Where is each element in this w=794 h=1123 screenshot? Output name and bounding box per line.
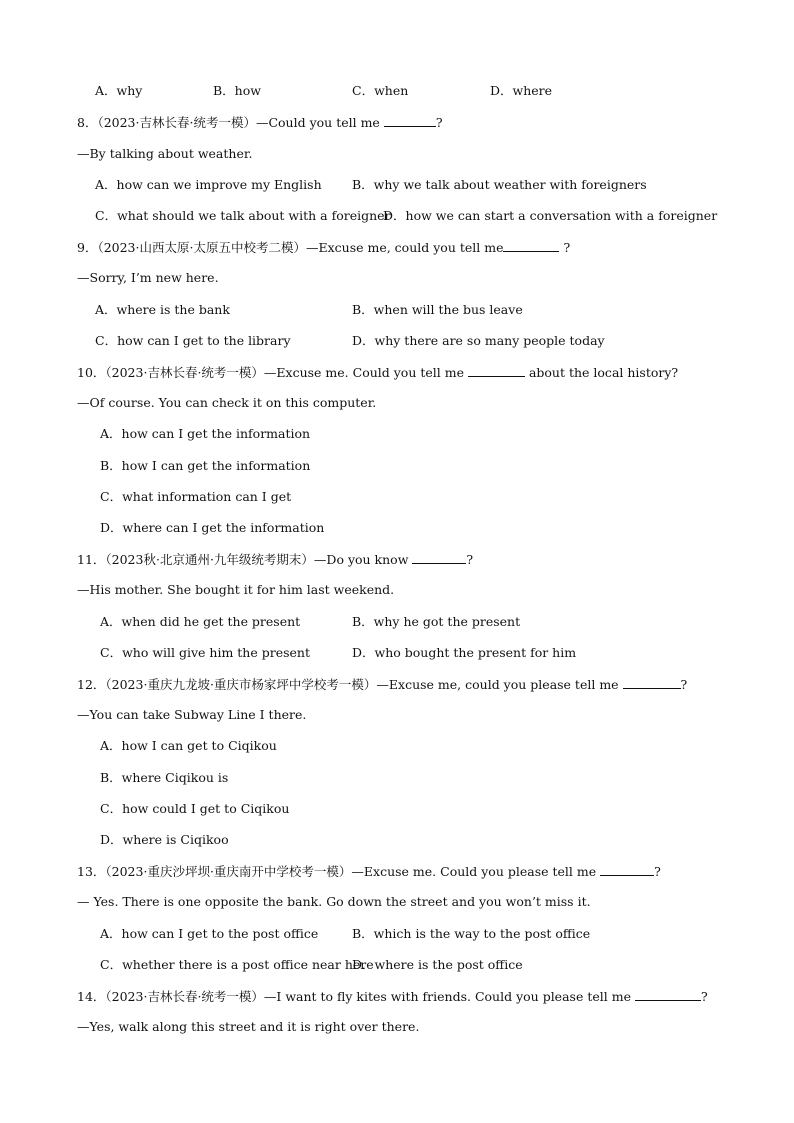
answer-blank [635, 988, 701, 1001]
question-12: 12．（2023·重庆九龙坡·重庆市杨家坪中学校考一模）—Excuse me, could you please tell me ? [77, 677, 688, 692]
question-number: 8． [77, 115, 98, 130]
option-a: A．how can I get the information [100, 426, 311, 441]
answer-blank [412, 551, 466, 564]
answer-blank [468, 364, 525, 377]
question-number: 14． [77, 989, 106, 1004]
answer-line: —By talking about weather. [77, 146, 253, 161]
option-a: A．how can I get to the post office [100, 926, 319, 941]
option-a: A．how I can get to Ciqikou [100, 738, 277, 753]
option-d: D．where is the post office [352, 957, 523, 972]
option-b: B．why he got the present [352, 614, 521, 629]
option-d: D．where is Ciqikoo [100, 832, 229, 847]
question-number: 12． [77, 677, 106, 692]
question-source: （2023秋·北京通州·九年级统考期末） [105, 552, 314, 567]
option-c: C．when [352, 83, 409, 98]
option-b: B．why we talk about weather with foreigners [352, 177, 647, 192]
option-d: D．why there are so many people today [352, 333, 605, 348]
question-text: —Could you tell me [255, 115, 384, 130]
question-text: —I want to fly kites with friends. Could you please tell me [263, 989, 635, 1004]
answer-line: —You can take Subway Line I there. [77, 707, 307, 722]
question-number: 13． [77, 864, 106, 879]
option-d: D．how we can start a conversation with a foreigner [383, 208, 718, 223]
question-13: 13．（2023·重庆沙坪坝·重庆南开中学校考一模）—Excuse me. Could you please tell me ? [77, 864, 661, 879]
answer-line: —Of course. You can check it on this computer. [77, 395, 377, 410]
question-source: （2023·吉林长春·统考一模） [97, 115, 256, 130]
question-text: —Excuse me, could you tell me [305, 240, 504, 255]
question-source: （2023·重庆沙坪坝·重庆南开中学校考一模） [105, 864, 352, 879]
question-number: 11． [77, 552, 106, 567]
question-14: 14．（2023·吉林长春·统考一模）—I want to fly kites with friends. Could you please tell me ? [77, 989, 708, 1004]
answer-blank [600, 863, 654, 876]
option-c: C．what should we talk about with a foreigner [95, 208, 391, 223]
question-source: （2023·山西太原·太原五中校考二模） [97, 240, 306, 255]
question-source: （2023·吉林长春·统考一模） [105, 989, 264, 1004]
option-b: B．when will the bus leave [352, 302, 523, 317]
answer-line: —His mother. She bought it for him last weekend. [77, 582, 395, 597]
answer-blank [384, 114, 436, 127]
question-9: 9．（2023·山西太原·太原五中校考二模）—Excuse me, could you tell me ? [77, 240, 571, 255]
option-b: B．which is the way to the post office [352, 926, 591, 941]
option-a: A．why [95, 83, 143, 98]
option-d: D．where can I get the information [100, 520, 325, 535]
option-c: C．who will give him the present [100, 645, 310, 660]
question-number: 9． [77, 240, 98, 255]
option-b: B．where Ciqikou is [100, 770, 229, 785]
option-a: A．how can we improve my English [95, 177, 322, 192]
question-source: （2023·吉林长春·统考一模） [105, 365, 264, 380]
question-text: —Excuse me. Could you please tell me [351, 864, 601, 879]
answer-line: —Sorry, I’m new here. [77, 270, 219, 285]
question-text: —Do you know [313, 552, 413, 567]
answer-blank [503, 239, 559, 252]
option-b: B．how [213, 83, 261, 98]
option-c: C．what information can I get [100, 489, 292, 504]
question-11: 11．（2023秋·北京通州·九年级统考期末）—Do you know ? [77, 552, 474, 567]
question-text: —Excuse me, could you please tell me [376, 677, 623, 692]
question-source: （2023·重庆九龙坡·重庆市杨家坪中学校考一模） [105, 677, 377, 692]
option-b: B．how I can get the information [100, 458, 311, 473]
answer-blank [623, 676, 681, 689]
answer-line: — Yes. There is one opposite the bank. Go down the street and you won’t miss it. [77, 894, 591, 909]
option-d: D．who bought the present for him [352, 645, 577, 660]
option-c: C．how can I get to the library [95, 333, 291, 348]
option-a: A．when did he get the present [100, 614, 301, 629]
question-text: —Excuse me. Could you tell me [263, 365, 468, 380]
option-d: D．where [490, 83, 553, 98]
option-c: C．how could I get to Ciqikou [100, 801, 290, 816]
question-number: 10． [77, 365, 106, 380]
question-10: 10．（2023·吉林长春·统考一模）—Excuse me. Could you tell me about the local history? [77, 365, 679, 380]
option-a: A．where is the bank [95, 302, 230, 317]
question-8: 8．（2023·吉林长春·统考一模）—Could you tell me ? [77, 115, 443, 130]
answer-line: —Yes, walk along this street and it is right over there. [77, 1019, 420, 1034]
option-c: C．whether there is a post office near here [100, 957, 374, 972]
